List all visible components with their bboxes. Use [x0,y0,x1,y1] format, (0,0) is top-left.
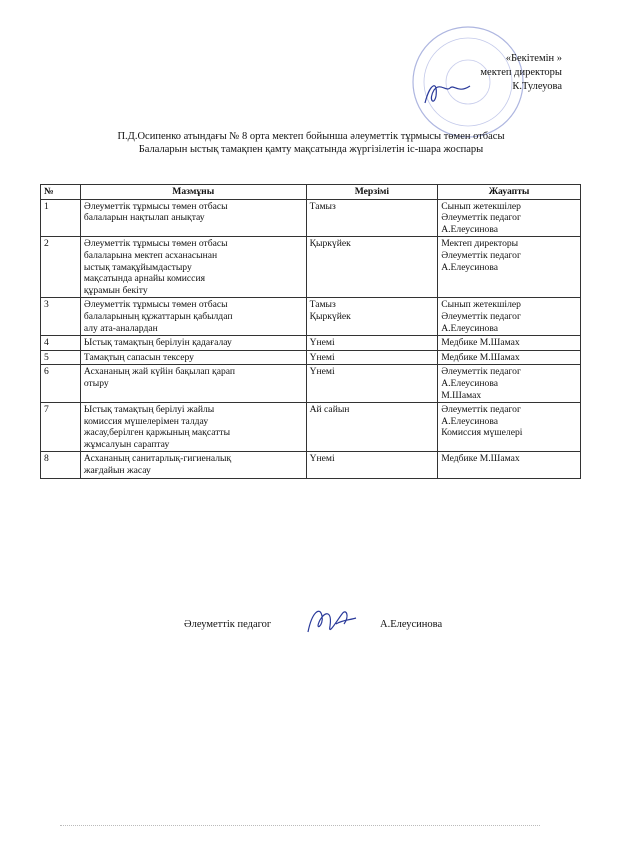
table-row [41,365,581,403]
table-row [41,336,581,351]
row-content-line: жағдайын жасау [83,465,151,477]
row-content-line: Ыстық тамақтың берілуі жайлы [83,404,215,416]
table-row [41,350,581,365]
row-responsible-line: Әлеуметтік педагог [441,366,521,378]
row-term [306,350,438,365]
row-responsible [438,298,581,336]
row-term [306,199,438,237]
row-content-line: құрамын бекіту [83,284,148,296]
page-edge-mark [60,825,540,826]
row-responsible [438,452,581,478]
row-term-line: Үнемі [309,453,335,465]
table-row [41,199,581,237]
header-number: № [41,185,81,200]
row-term [306,452,438,478]
row-number: 3 [41,298,81,336]
row-responsible-line: Медбике М.Шамах [441,351,520,363]
row-term-line: Үнемі [309,351,335,363]
row-term-line: Тамыз [309,299,336,311]
title-line-2: Балаларын ыстық тамақпен қамту мақсатында жүргізілетін іс-шара жоспары [138,144,484,155]
row-term [306,237,438,298]
director-signature [420,78,475,108]
row-content [80,298,306,336]
plan-table [40,184,581,479]
row-number: 7 [41,403,81,452]
row-responsible [438,199,581,237]
row-term [306,298,438,336]
row-content-line: жасау,берілген қаржының мақсатты [83,427,231,439]
row-content-line: жұмсалуын сараптау [83,438,170,450]
row-responsible-line: А.Елеусинова [441,261,498,273]
row-content-line: Әлеуметтік тұрмысы төмен отбасы [83,200,228,212]
row-content-line: ыстық тамақұйымдастыру [83,261,192,273]
row-term [306,403,438,452]
row-content-line: отыру [83,377,109,389]
row-number: 8 [41,452,81,478]
row-content [80,403,306,452]
row-content [80,237,306,298]
row-responsible-line: А.Елеусинова [441,415,498,427]
table-row [41,237,581,298]
row-number: 5 [41,350,81,365]
row-content-line: комиссия мүшелерімен талдау [83,415,209,427]
row-content-line: балаларын нақтылап анықтау [83,212,205,224]
footer-name: А.Елеусинова [380,619,443,630]
row-content-line: алу ата-аналардан [83,322,158,334]
row-content-line: Асхананың санитарлық-гигиеналық [83,453,232,465]
row-term-line: Үнемі [309,337,335,349]
row-responsible-line: Комиссия мүшелері [441,427,523,439]
row-responsible-line: Мектеп директоры [441,238,519,250]
row-responsible-line: Әлеуметтік педагог [441,404,521,416]
row-number: 2 [41,237,81,298]
row-responsible [438,237,581,298]
row-responsible-line: Сынып жетекшілер [441,299,521,311]
row-term-line: Тамыз [309,200,336,212]
row-content-line: балаларына мектеп асханасынан [83,249,218,261]
pedagogue-signature [300,602,360,642]
row-content-line: Тамақтың сапасын тексеру [83,351,194,363]
row-responsible-line: Медбике М.Шамах [441,453,520,465]
row-content-line: балаларының құжаттарын қабылдап [83,310,233,322]
row-number: 6 [41,365,81,403]
row-term-line: Үнемі [309,366,335,378]
row-content [80,199,306,237]
row-responsible-line: А.Елеусинова [441,322,498,334]
row-term-line: Қыркүйек [309,310,351,322]
row-term [306,365,438,403]
row-responsible-line: А.Елеусинова [441,223,498,235]
approval-line-2: мектеп директоры [480,67,562,78]
approval-block [480,52,562,94]
row-term-line: Ай сайын [309,404,350,416]
row-responsible-line: Сынып жетекшілер [441,200,521,212]
table-row [41,403,581,452]
row-content-line: Әлеуметтік тұрмысы төмен отбасы [83,238,228,250]
header-responsible: Жауапты [438,185,581,200]
row-responsible [438,403,581,452]
document-title [0,130,622,156]
approval-line-3: К.Тулеуова [512,81,562,92]
row-responsible-line: Әлеуметтік педагог [441,212,521,224]
footer-role: Әлеуметтік педагог [184,619,272,630]
row-responsible-line: Әлеуметтік педагог [441,310,521,322]
row-content-line: мақсатында арнайы комиссия [83,273,205,285]
row-responsible [438,336,581,351]
row-content-line: Әлеуметтік тұрмысы төмен отбасы [83,299,228,311]
row-number: 1 [41,199,81,237]
row-term [306,336,438,351]
row-responsible-line: Медбике М.Шамах [441,337,520,349]
row-content [80,452,306,478]
row-responsible [438,350,581,365]
row-content-line: Асхананың жай күйін бақылап қарап [83,366,236,378]
row-responsible [438,365,581,403]
row-term-line: Қыркүйек [309,238,351,250]
row-content [80,365,306,403]
row-responsible-line: А.Елеусинова [441,377,498,389]
row-content [80,350,306,365]
table-row [41,298,581,336]
header-content: Мазмұны [80,185,306,200]
row-responsible-line: М.Шамах [441,389,482,401]
table-row [41,452,581,478]
title-line-1: П.Д.Осипенко атындағы № 8 орта мектеп бойынша әлеуметтік тұрмысы төмен отбасы [117,131,505,142]
row-content [80,336,306,351]
row-responsible-line: Әлеуметтік педагог [441,249,521,261]
row-number: 4 [41,336,81,351]
approval-line-1: «Бекітемін » [505,53,562,64]
row-content-line: Ыстық тамақтың берілуін қадағалау [83,337,232,349]
table-header-row [41,185,581,200]
header-term: Мерзімі [306,185,438,200]
